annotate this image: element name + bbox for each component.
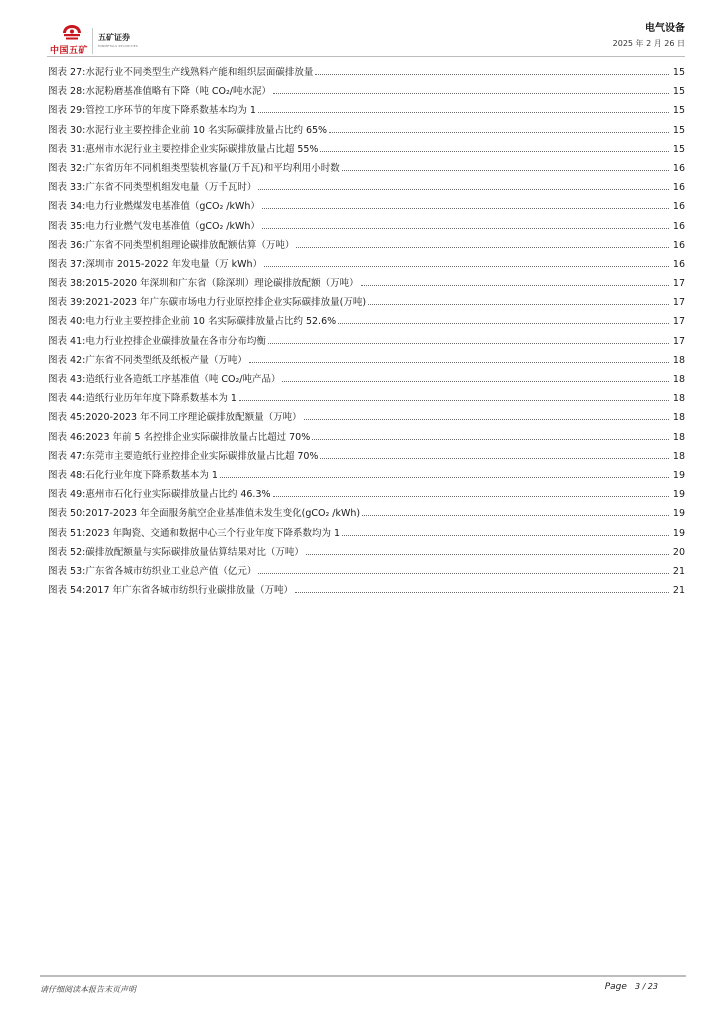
header-divider: [47, 56, 685, 57]
toc-entry-page: 19: [672, 527, 685, 539]
toc-dot-leader: [295, 592, 669, 593]
toc-dot-leader: [306, 554, 669, 555]
toc-entry-label: 图表 37:: [48, 258, 86, 270]
toc-entry[interactable]: [48, 485, 685, 504]
toc-entry-title: 2021-2023 年广东碳市场电力行业原控排企业实际碳排放量(万吨): [85, 297, 367, 309]
toc-entry-label: 图表 53:: [48, 565, 86, 577]
toc-entry[interactable]: [48, 581, 685, 600]
toc-entry-label: 图表 49:: [48, 489, 86, 501]
toc-entry-title: 造纸行业各造纸工序基准值（吨 CO₂/吨产品）: [85, 374, 281, 385]
toc-entry-page: 18: [672, 354, 685, 366]
toc-entry-label: 图表 28:: [48, 86, 86, 98]
toc-dot-leader: [338, 323, 669, 324]
toc-entry-title: 2023 年前 5 名控排企业实际碳排放量占比超过 70%: [85, 431, 311, 443]
toc-dot-leader: [312, 439, 669, 440]
toc-dot-leader: [368, 304, 669, 305]
toc-entry-label: 图表 40:: [48, 316, 86, 328]
toc-entry-page: 18: [672, 431, 685, 443]
toc-entry[interactable]: [48, 121, 685, 140]
toc-entry-page: 16: [672, 239, 685, 251]
toc-entry-page: 18: [672, 450, 685, 462]
toc-entry-label: 图表 43:: [48, 374, 86, 385]
company-logo: [48, 24, 143, 56]
toc-entry-page: 19: [672, 469, 685, 481]
toc-entry-title: 电力行业主要控排企业前 10 名实际碳排放量占比约 52.6%: [85, 316, 337, 328]
toc-entry-page: 18: [672, 412, 685, 424]
toc-entry-page: 16: [672, 258, 685, 270]
toc-entry[interactable]: [48, 274, 685, 293]
toc-entry-title: 水泥行业主要控排企业前 10 名实际碳排放量占比约 65%: [85, 124, 328, 136]
logo-brand-name: 五矿证券: [98, 33, 130, 42]
toc-entry-title: 广东省各城市纺织业工业总产值（亿元）: [85, 565, 257, 577]
toc-entry-title: 电力行业燃煤发电基准值（gCO₂ /kWh）: [85, 201, 260, 213]
toc-dot-leader: [258, 112, 669, 113]
toc-entry-label: 图表 44:: [48, 393, 86, 405]
toc-entry[interactable]: [48, 370, 685, 389]
toc-dot-leader: [239, 400, 669, 401]
toc-entry-label: 图表 27:: [48, 67, 86, 78]
toc-entry-title: 广东省不同类型纸及纸板产量（万吨）: [85, 354, 247, 366]
toc-dot-leader: [362, 515, 669, 516]
toc-entry-label: 图表 48:: [48, 469, 86, 481]
toc-dot-leader: [304, 419, 669, 420]
toc-entry[interactable]: [48, 197, 685, 216]
toc-dot-leader: [268, 343, 669, 344]
toc-entry[interactable]: [48, 140, 685, 159]
toc-dot-leader: [320, 458, 669, 459]
toc-entry-title: 广东省历年不同机组类型装机容量(万千瓦)和平均利用小时数: [85, 162, 340, 174]
toc-entry-label: 图表 51:: [48, 527, 86, 539]
toc-entry[interactable]: [48, 428, 685, 447]
toc-entry[interactable]: [48, 524, 685, 543]
toc-entry[interactable]: [48, 332, 685, 351]
toc-dot-leader: [249, 362, 669, 363]
toc-dot-leader: [264, 266, 669, 267]
toc-entry[interactable]: [48, 466, 685, 485]
toc-entry-label: 图表 39:: [48, 297, 86, 309]
toc-entry-label: 图表 52:: [48, 546, 86, 558]
toc-dot-leader: [262, 228, 669, 229]
toc-entry-title: 造纸行业历年年度下降系数基本为 1: [85, 393, 237, 405]
toc-entry[interactable]: [48, 543, 685, 562]
toc-entry-page: 17: [672, 278, 685, 290]
toc-entry-page: 21: [672, 585, 685, 597]
toc-dot-leader: [220, 477, 669, 478]
toc-entry[interactable]: [48, 159, 685, 178]
toc-entry-label: 图表 34:: [48, 201, 86, 213]
toc-entry-page: 17: [672, 316, 685, 328]
toc-entry-label: 图表 41:: [48, 335, 86, 347]
toc-dot-leader: [329, 132, 669, 133]
footer-disclaimer: 请仔细阅读本报告末页声明: [40, 985, 136, 994]
toc-entry-label: 图表 30:: [48, 124, 86, 136]
toc-dot-leader: [320, 151, 669, 152]
toc-entry-title: 管控工序环节的年度下降系数基本均为 1: [85, 105, 256, 117]
toc-entry[interactable]: [48, 408, 685, 427]
toc-entry-label: 图表 47:: [48, 450, 86, 462]
report-date: 2025 年 2 月 26 日: [612, 39, 685, 48]
toc-entry-title: 2020-2023 年不同工序理论碳排放配额量（万吨）: [85, 412, 302, 424]
toc-entry-title: 广东省不同类型机组理论碳排放配额估算（万吨）: [85, 239, 295, 251]
toc-entry[interactable]: [48, 389, 685, 408]
toc-entry-title: 2015-2020 年深圳和广东省（除深圳）理论碳排放配额（万吨）: [85, 278, 359, 290]
toc-entry-page: 15: [672, 105, 685, 117]
toc-entry-label: 图表 38:: [48, 278, 86, 290]
toc-dot-leader: [258, 573, 669, 574]
toc-entry-page: 20: [672, 546, 685, 558]
toc-entry[interactable]: [48, 447, 685, 466]
toc-entry-page: 15: [672, 124, 685, 136]
toc-entry-title: 电力行业燃气发电基准值（gCO₂ /kWh）: [85, 220, 260, 232]
toc-entry-label: 图表 54:: [48, 585, 86, 597]
toc-entry-page: 19: [672, 489, 685, 501]
toc-entry-title: 2017 年广东省各城市纺织行业碳排放量（万吨）: [85, 585, 294, 597]
toc-entry-label: 图表 36:: [48, 239, 86, 251]
toc-entry-label: 图表 29:: [48, 105, 86, 117]
toc-entry-title: 2023 年陶瓷、交通和数据中心三个行业年度下降系数均为 1: [85, 527, 341, 539]
toc-entry-title: 水泥粉磨基准值略有下降（吨 CO₂/吨水泥）: [85, 86, 271, 98]
report-category: 电气设备: [645, 23, 685, 34]
figure-index-list: [48, 63, 685, 600]
toc-dot-leader: [273, 496, 669, 497]
toc-entry[interactable]: [48, 255, 685, 274]
toc-entry-label: 图表 46:: [48, 431, 86, 443]
toc-entry-label: 图表 32:: [48, 162, 86, 174]
toc-entry-page: 18: [672, 374, 685, 385]
toc-entry-label: 图表 42:: [48, 354, 86, 366]
page-number: 3 / 23: [634, 982, 658, 991]
toc-entry-label: 图表 50:: [48, 508, 86, 520]
toc-entry[interactable]: [48, 351, 685, 370]
toc-entry-page: 15: [672, 67, 685, 78]
toc-entry-page: 16: [672, 220, 685, 232]
toc-dot-leader: [258, 189, 669, 190]
logo-brand-cn: 中国五矿: [50, 46, 89, 56]
toc-dot-leader: [262, 208, 669, 209]
toc-entry[interactable]: [48, 236, 685, 255]
toc-dot-leader: [273, 93, 669, 94]
toc-entry[interactable]: [48, 293, 685, 312]
toc-entry-page: 15: [672, 86, 685, 98]
toc-dot-leader: [296, 247, 669, 248]
toc-entry-label: 图表 35:: [48, 220, 86, 232]
toc-entry[interactable]: [48, 312, 685, 331]
toc-dot-leader: [342, 535, 669, 536]
toc-dot-leader: [282, 381, 669, 382]
toc-entry[interactable]: [48, 63, 685, 82]
page-word: Page: [604, 982, 627, 992]
footer-divider: [40, 975, 686, 977]
toc-entry[interactable]: [48, 504, 685, 523]
toc-dot-leader: [361, 285, 669, 286]
toc-dot-leader: [342, 170, 669, 171]
toc-entry-title: 惠州市石化行业实际碳排放量占比约 46.3%: [85, 489, 271, 501]
toc-entry-page: 16: [672, 162, 685, 174]
toc-entry[interactable]: [48, 82, 685, 101]
toc-entry-page: 17: [672, 297, 685, 309]
logo-divider: [92, 28, 93, 54]
toc-entry[interactable]: [48, 217, 685, 236]
toc-entry-title: 石化行业年度下降系数基本为 1: [85, 469, 218, 481]
logo-emblem-icon: [62, 24, 82, 42]
toc-entry-page: 16: [672, 182, 685, 194]
toc-entry[interactable]: [48, 562, 685, 581]
toc-entry-page: 17: [672, 335, 685, 347]
toc-entry-title: 广东省不同类型机组发电量（万千瓦时）: [85, 182, 257, 194]
logo-brand-en: MINMETALS SECURITIES: [98, 44, 138, 48]
toc-dot-leader: [315, 74, 669, 75]
toc-entry-title: 水泥行业不同类型生产线熟料产能和组织层面碳排放量: [85, 67, 314, 78]
toc-entry-page: 18: [672, 393, 685, 405]
toc-entry-title: 2017-2023 年全面服务航空企业基准值未发生变化(gCO₂ /kWh): [85, 508, 361, 520]
toc-entry-label: 图表 33:: [48, 182, 86, 194]
toc-entry-title: 惠州市水泥行业主要控排企业实际碳排放量占比超 55%: [85, 143, 319, 155]
page-indicator: [605, 982, 658, 992]
toc-entry-page: 15: [672, 143, 685, 155]
toc-entry-page: 16: [672, 201, 685, 213]
toc-entry-title: 深圳市 2015-2022 年发电量（万 kWh）: [85, 258, 263, 270]
toc-entry-label: 图表 45:: [48, 412, 86, 424]
toc-entry[interactable]: [48, 101, 685, 120]
toc-entry-page: 19: [672, 508, 685, 520]
toc-entry-title: 东莞市主要造纸行业控排企业实际碳排放量占比超 70%: [85, 450, 319, 462]
toc-entry-title: 碳排放配额量与实际碳排放量估算结果对比（万吨）: [85, 546, 304, 558]
toc-entry-page: 21: [672, 565, 685, 577]
toc-entry[interactable]: [48, 178, 685, 197]
toc-entry-title: 电力行业控排企业碳排放量在各市分布均衡: [85, 335, 266, 347]
toc-entry-label: 图表 31:: [48, 143, 86, 155]
